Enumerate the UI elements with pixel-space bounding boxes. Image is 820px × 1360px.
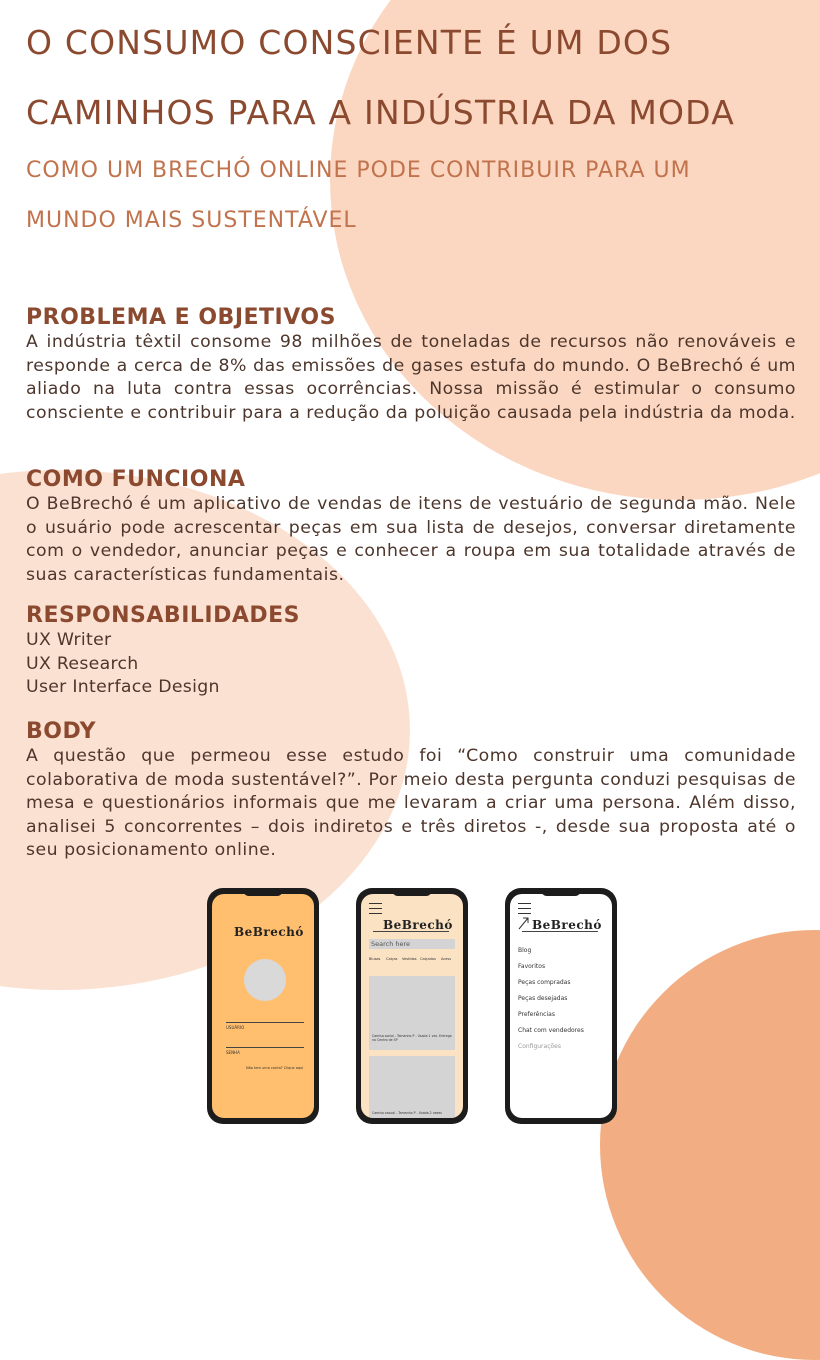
- phone-mockup-login: [207, 888, 319, 1124]
- list-item: UX Research: [26, 653, 139, 674]
- menu-item-pecas-desejadas[interactable]: Peças desejadas: [518, 995, 568, 1002]
- product-card[interactable]: [369, 1056, 455, 1118]
- category-tab[interactable]: Acess: [441, 957, 452, 961]
- logo-underline: [522, 931, 598, 932]
- category-tab[interactable]: Blusas: [369, 957, 381, 961]
- phone-notch: [392, 889, 432, 896]
- menu-item-blog[interactable]: Blog: [518, 947, 532, 954]
- category-tab[interactable]: Vestidos: [402, 957, 417, 961]
- category-tab[interactable]: Calçados: [420, 957, 436, 961]
- search-placeholder: Search here: [371, 940, 411, 948]
- menu-item-preferencias[interactable]: Preferências: [518, 1011, 555, 1018]
- search-input[interactable]: [369, 939, 455, 949]
- logo-underline: [373, 931, 449, 932]
- phone-mockup-menu: [505, 888, 617, 1124]
- menu-item-chat[interactable]: Chat com vendedores: [518, 1027, 584, 1034]
- menu-item-configuracoes[interactable]: Configurações: [518, 1043, 561, 1050]
- section-body: O BeBrechó é um aplicativo de vendas de itens de vestuário de segunda mão. Nele o usuário pode acrescentar peças em sua lista de desejos, conversar diretamente com o vendedor, anunciar peças e conhecer a roupa em sua totalidade através de suas características fundamentais.: [26, 494, 796, 585]
- app-logo: BeBrechó: [532, 918, 602, 932]
- app-logo: BeBrechó: [234, 925, 304, 939]
- menu-screen: [510, 894, 612, 1118]
- user-field[interactable]: [226, 1022, 304, 1023]
- avatar: [244, 959, 286, 1001]
- menu-icon[interactable]: [369, 903, 382, 914]
- section-como-funciona: [26, 467, 796, 587]
- phone-notch: [541, 889, 581, 896]
- menu-item-favoritos[interactable]: Favoritos: [518, 963, 546, 970]
- product-card-text: Camisa casual - Tamanho P - Usada 2 vezes: [372, 1111, 442, 1115]
- section-heading: RESPONSABILIDADES: [26, 603, 301, 628]
- category-tab[interactable]: Calças: [386, 957, 398, 961]
- password-field[interactable]: [226, 1047, 304, 1048]
- section-heading: PROBLEMA E OBJETIVOS: [26, 305, 336, 330]
- section-body-text: A questão que permeou esse estudo foi “Como construir uma comunidade colaborativa de moda sustentável?”. Por meio desta pergunta conduzi pesquisas de mesa e questionários informais que me levaram a criar uma persona. Além disso, analisei 5 concorrentes – dois indiretos e três diretos -, desde sua proposta até o seu posicionamento online.: [26, 746, 796, 860]
- product-card-text: Camisa social - Tamanho P - Usada 1 vez. Entrega no Centro de SP: [372, 1034, 452, 1042]
- list-item: User Interface Design: [26, 677, 220, 697]
- responsibility-list: [26, 629, 796, 700]
- background-blob-bottom-right: [600, 930, 820, 1360]
- section-body: A indústria têxtil consome 98 milhões de toneladas de recursos não renováveis e responde a cerca de 8% das emissões de gases estufa do mundo. O BeBrechó é um aliado na luta contra essas ocorrências. Nossa missão é estimular o consumo consciente e contribuir para a redução da poluição causada pela indústria da moda.: [26, 332, 796, 423]
- page-subtitle: COMO UM BRECHÓ ONLINE PODE CONTRIBUIR PARA UM MUNDO MAIS SUSTENTÁVEL: [26, 158, 691, 233]
- section-heading: BODY: [26, 719, 97, 744]
- phone-notch: [243, 889, 283, 896]
- feed-screen: [361, 894, 463, 1118]
- signup-link[interactable]: Não tem uma conta? Clique aqui: [246, 1066, 304, 1070]
- list-item: UX Writer: [26, 630, 112, 650]
- menu-item-pecas-compradas[interactable]: Peças compradas: [518, 979, 571, 986]
- arrow-icon[interactable]: [518, 916, 530, 930]
- section-body: [26, 719, 796, 863]
- section-responsabilidades: [26, 603, 796, 700]
- password-label: SENHA: [226, 1050, 240, 1055]
- section-heading: COMO FUNCIONA: [26, 467, 246, 492]
- menu-icon[interactable]: [518, 903, 531, 914]
- login-screen: [212, 894, 314, 1118]
- section-problema: [26, 305, 796, 425]
- product-card[interactable]: [369, 976, 455, 1050]
- phone-mockup-feed: [356, 888, 468, 1124]
- app-logo: BeBrechó: [383, 918, 453, 932]
- user-label: USUÁRIO: [226, 1025, 245, 1030]
- page-title: O CONSUMO CONSCIENTE É UM DOS CAMINHOS PARA A INDÚSTRIA DA MODA: [26, 23, 735, 132]
